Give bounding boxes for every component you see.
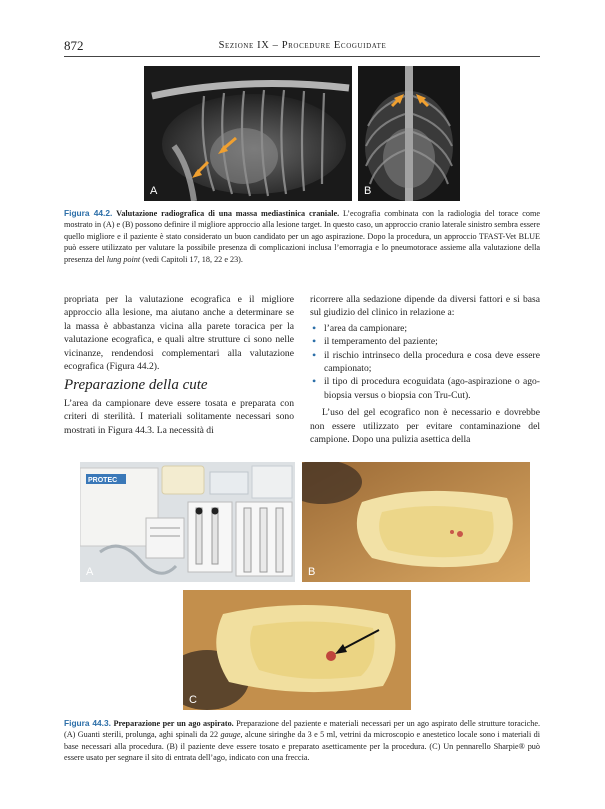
panel-label-a: A xyxy=(86,566,94,578)
figure-44-3-label: Figura 44.3. xyxy=(64,718,111,728)
radiograph-lateral xyxy=(144,66,352,201)
right-paragraph-2: L’uso del gel ecografico non è necessario e dovrebbe non essere utilizzato per evitare contaminazione del campione. Dopo una pulizia asettica della xyxy=(310,407,540,446)
photo-marked-entry-site xyxy=(183,590,411,710)
panel-label-b: B xyxy=(364,185,372,197)
list-item: • l’area da campionare; xyxy=(324,322,540,335)
page-number: 872 xyxy=(64,38,84,53)
running-header: Sezione IX – Procedure Ecoguidate xyxy=(218,40,387,51)
body-column-left xyxy=(64,293,294,437)
criteria-list xyxy=(310,322,540,402)
section-heading: Preparazione della cute xyxy=(64,377,208,394)
figure-44-3-text: Preparazione del paziente e materiali necessari per un ago aspirato delle strutture toraciche. (A) Guanti sterili, prolunga, aghi spinali da 22 xyxy=(64,719,541,740)
figure-44-2-label: Figura 44.2. xyxy=(64,208,113,218)
figure-44-3-title: Preparazione per un ago aspirato. xyxy=(113,719,234,728)
body-column-right xyxy=(310,293,540,446)
panel-label-a: A xyxy=(150,185,158,197)
figure-44-2-caption xyxy=(64,208,540,265)
figure-44-2-text: L’ecografia combinata con la radiologia del torace come mostrato in (A) e (B) possono definire il migliore approccio alla lesione target. In questo caso, un approccio cranio laterale sinistro sembra essere quello migliore e il paziente è stato considerato un buon candidato per un ago aspirazione. Dopo la procedura, un approccio TFAST-Vet BLUE può essere utilizzato per valutare la possibile presenza di complicazioni inclusa l’emorragia e lo pneumotorace assieme alla valutazione della presenza del xyxy=(64,209,540,264)
figure-44-2-tail: (vedi Capitoli 17, 18, 22 e 23). xyxy=(140,254,243,264)
figure-44-2-title: Valutazione radiografica di una massa mediastinica craniale. xyxy=(116,209,340,218)
package-brand: PROTEC xyxy=(88,477,118,484)
panel-label-b: B xyxy=(308,566,316,578)
right-paragraph-1: ricorrere alla sedazione dipende da diversi fattori e si basa sul giudizio del clinico in relazione a: xyxy=(310,294,540,319)
figure-44-3-tail: , alcune siringhe da 3 e 5 ml, vetrini da microscopio e anestetico locale sono i materiali di base necessari alla procedura. (B) il paziente deve essere tosato e preparato asetticamente per la procedura. (C) Un pennarello Sharpie® può essere usato per segnare il sito di entrata dell’ago, indicato con una freccia. xyxy=(64,730,540,763)
photo-materials xyxy=(80,462,295,582)
list-item: • il temperamento del paziente; xyxy=(324,335,540,348)
radiograph-ventrodorsal xyxy=(358,66,460,201)
list-item: • il rischio intrinseco della procedura e cosa deve essere campionato; xyxy=(324,349,540,376)
left-paragraph-1: propriata per la valutazione ecografica e il migliore approccio alla lesione, ma aiutano anche a determinare se la massa è abbastanza vicina alla parete toracica per la valutazione ecografica, e quali altre strutture ci sono nelle vicinanze, rendendosi complementari alla valutazione ecografica (Figura 44.2). xyxy=(64,294,294,373)
figure-44-3-italic: gauge xyxy=(220,730,241,740)
photo-shaved-patient xyxy=(302,462,530,582)
panel-label-c: C xyxy=(189,694,197,706)
figure-44-3-caption xyxy=(64,718,540,764)
figure-44-2-italic: lung point xyxy=(106,254,141,264)
list-item: • il tipo di procedura ecoguidata (ago-aspirazione o ago-biopsia versus o biopsia con Tru-Cut). xyxy=(324,375,540,402)
header-rule xyxy=(64,56,540,57)
left-paragraph-2: L’area da campionare deve essere tosata e preparata con criteri di sterilità. I materiali solitamente necessari sono mostrati in Figura 44.3. La necessità di xyxy=(64,397,294,436)
